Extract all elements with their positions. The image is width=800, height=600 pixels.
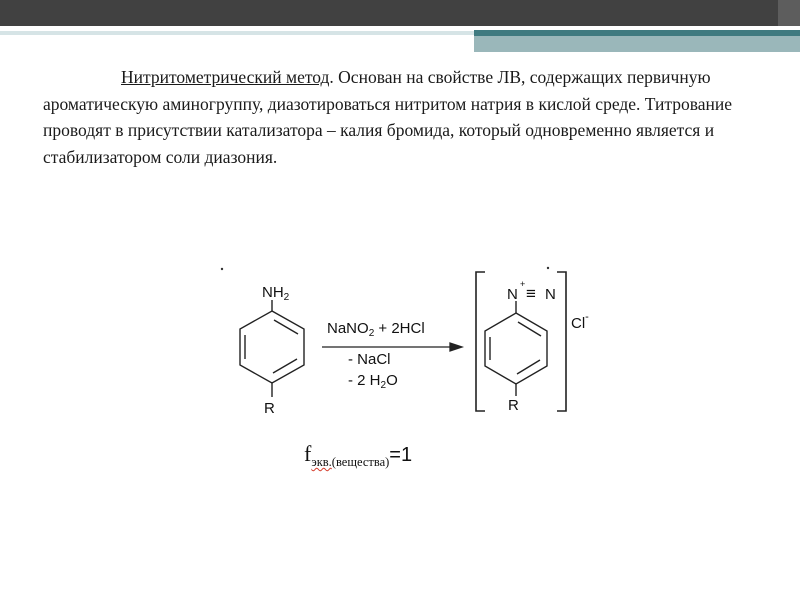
equivalence-symbol: f bbox=[304, 441, 312, 466]
method-name-period: . bbox=[329, 67, 334, 87]
counter-ion: Cl- bbox=[571, 311, 589, 332]
diazonium-nitrogen-2: N bbox=[545, 286, 556, 303]
byproduct-water: - 2 $H_2O$ bbox=[348, 372, 398, 391]
byproduct-nacl: - NaCl bbox=[348, 351, 391, 368]
diazonium-nitrogen-1: N bbox=[507, 286, 518, 303]
product-substituent: R bbox=[508, 397, 519, 414]
product-benzene-ring bbox=[485, 313, 547, 384]
equivalence-factor-formula bbox=[304, 441, 412, 470]
diazonium-charge: + bbox=[520, 279, 526, 289]
reactant-substituent: R bbox=[264, 400, 275, 417]
small-dot-left bbox=[221, 268, 223, 270]
reactant-amino-group: $NH_2$ bbox=[262, 284, 290, 303]
left-bracket bbox=[476, 272, 485, 411]
reaction-arrow bbox=[322, 343, 462, 351]
small-dot-right bbox=[547, 267, 549, 269]
equivalence-value: =1 bbox=[389, 444, 413, 466]
reactant-benzene-ring bbox=[240, 311, 304, 383]
equivalence-subscript-substance: (вещества) bbox=[331, 455, 390, 469]
diazonium-triple-bond: ≡ bbox=[526, 284, 536, 303]
right-bracket bbox=[557, 272, 566, 411]
method-name: Нитритометрический метод bbox=[121, 67, 330, 87]
equivalence-subscript: экв. bbox=[311, 455, 332, 469]
reagent-text: NaNO$_2$ + 2HCl bbox=[327, 320, 425, 339]
description-text: Основан на свойстве ЛВ, содержащих первичную ароматическую аминогруппу, диазотироваться нитритом натрия в кислой среде. Титрование проводят в присутствии катализатора – калия бромида, который одновременно является и стабилизатором соли диазония. bbox=[43, 67, 733, 167]
